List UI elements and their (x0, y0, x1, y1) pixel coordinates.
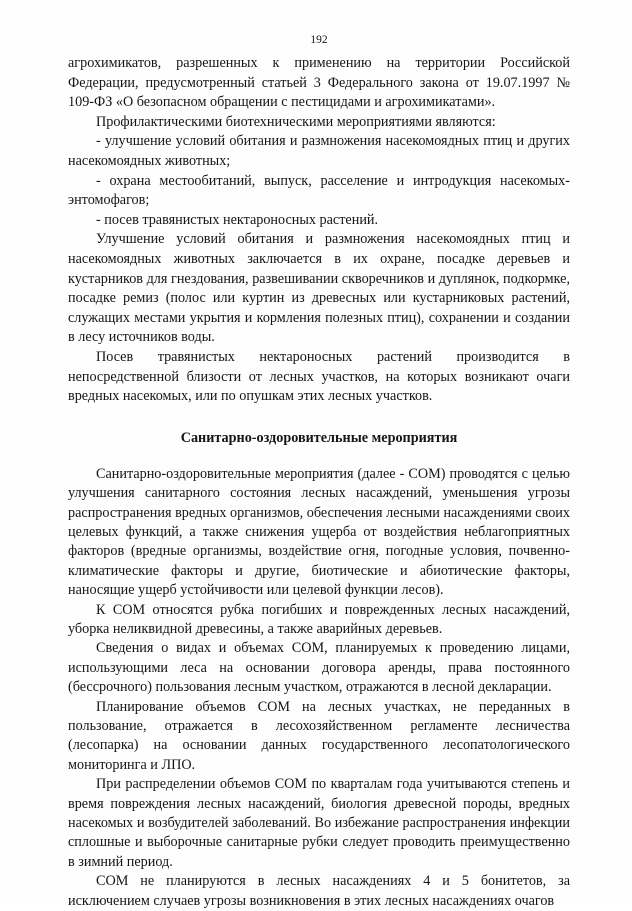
section-heading: Санитарно-оздоровительные мероприятия (180, 429, 458, 446)
paragraph: К СОМ относятся рубка погибших и поврежденных лесных насаждений, уборка неликвидной древесины, а также аварийных деревьев. (68, 601, 570, 637)
paragraph: Улучшение условий обитания и размножения насекомоядных птиц и насекомоядных животных заключается в их охране, посадке деревьев и кустарников для гнездования, развешивании скворечников и дуплянок, подкормке, посадке ремиз (полос или куртин из древесных или кустарниковых растений, служащих местами укрытия и кормления полезных птиц), сохранении и создании в лесу источников воды. (68, 231, 570, 346)
paragraph: Посев травянистых нектароносных растений производится в непосредственной близости от лесных участков, на которых возникают очаги вредных насекомых, или по опушкам этих лесных участков. (68, 348, 570, 405)
paragraph: Планирование объемов СОМ на лесных участках, не переданных в пользование, отражается в лесохозяйственном регламенте лесничества (лесопарка) на основании данных государственного лесопатологического мониторинга и ЛПО. (68, 698, 570, 773)
list-item: - улучшение условий обитания и размножения насекомоядных птиц и других насекомоядных животных; (68, 133, 570, 169)
paragraph: СОМ не планируются в лесных насаждениях 4 и 5 бонитетов, за исключением случаев угрозы возникновения в этих лесных насаждениях очагов (68, 873, 570, 909)
paragraph: Профилактическими биотехническими мероприятиями являются: (96, 113, 496, 130)
paragraph: При распределении объемов СОМ по кварталам года учитываются степень и время повреждения лесных насаждений, биология древесной породы, вредных насекомых и возбудителей заболеваний. Во избежание распространения инфекции сплошные и выборочные санитарные рубки следует проводить преимущественно в зимний период. (68, 776, 570, 870)
list-item: - посев травянистых нектароносных растений. (96, 211, 379, 228)
paragraph: Сведения о видах и объемах СОМ, планируемых к проведению лицами, использующими леса на основании договора аренды, права постоянного (бессрочного) пользования лесным участком, отражаются в лесной декларации. (68, 640, 570, 696)
paragraph: Санитарно-оздоровительные мероприятия (далее - СОМ) проводятся с целью улучшения санитарного состояния лесных насаждений, уменьшения угрозы распространения вредных организмов, обеспечения лесными насаждениями своих целевых функций, а также снижения ущерба от воздействия неблагоприятных факторов (вредные организмы, воздействие огня, погодные условия, почвенно-климатические факторы и другие, биотические и абиотические факторы, наносящие ущерб устойчивости или целевой функции лесов). (68, 465, 570, 599)
page-number: 192 (310, 34, 328, 46)
list-item: - охрана местообитаний, выпуск, расселение и интродукция насекомых-энтомофагов; (68, 172, 570, 209)
paragraph: агрохимикатов, разрешенных к применению на территории Российской Федерации, предусмотренный статьей 3 Федерального закона от 19.07.1997 № 109-ФЗ «О безопасном обращении с пестицидами и агрохимикатами». (68, 55, 570, 111)
